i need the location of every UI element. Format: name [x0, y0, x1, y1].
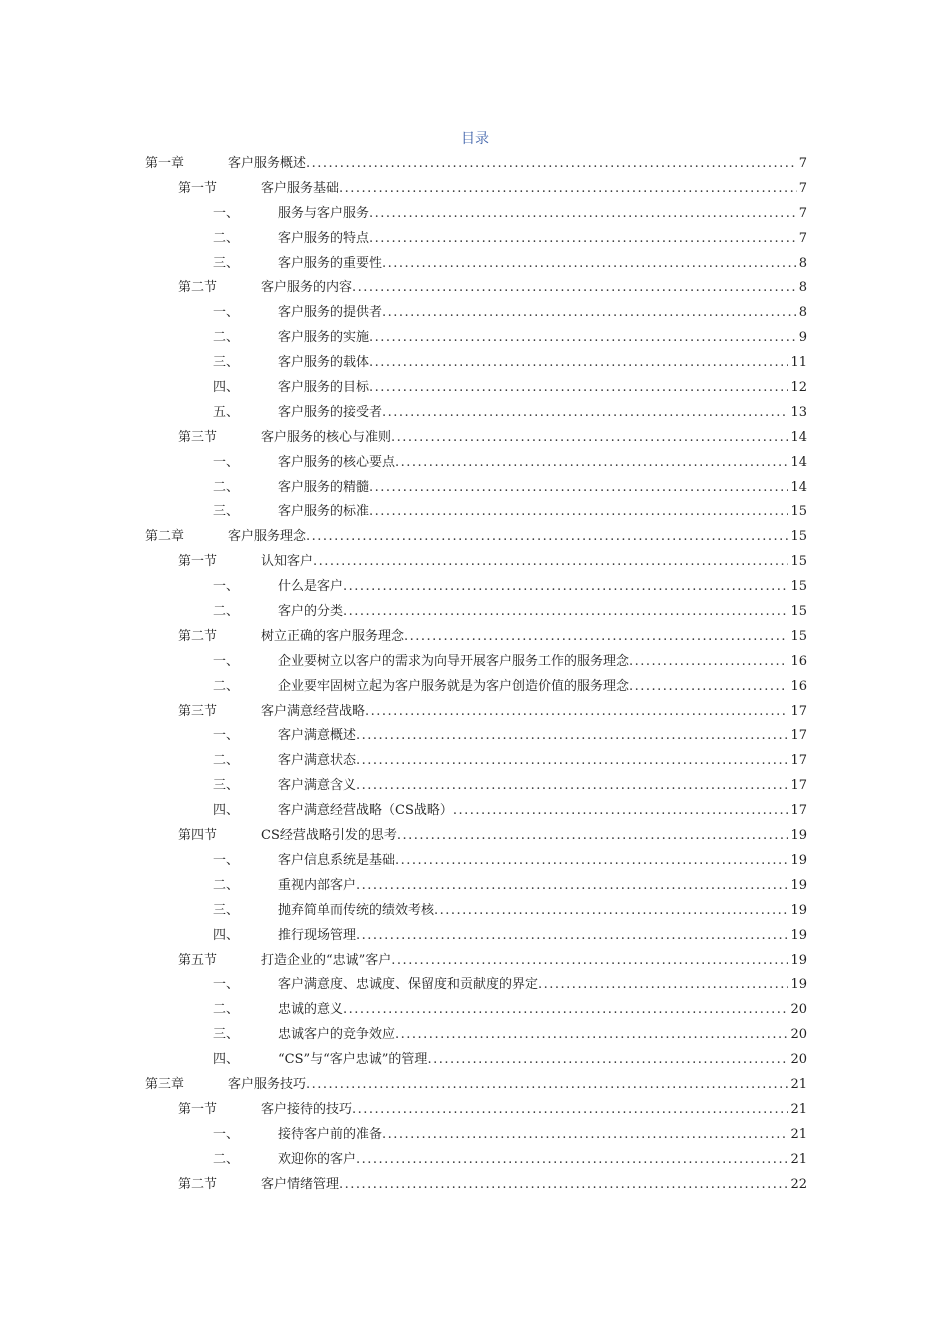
toc-entry-line [278, 774, 807, 799]
toc-entry-page-number: 8 [798, 280, 807, 296]
toc-entry[interactable] [145, 650, 807, 675]
toc-entry-title: 客户服务的目标 [278, 380, 370, 396]
toc-entry-line [261, 1098, 807, 1123]
toc-entry-line [228, 525, 807, 550]
toc-entry[interactable] [145, 476, 807, 501]
toc-entry[interactable] [145, 899, 807, 924]
toc-entry-title: 客户服务的核心与准则 [261, 429, 392, 445]
toc-entry[interactable] [145, 1098, 807, 1123]
toc-entry-title: 欢迎你的客户 [278, 1151, 357, 1167]
toc-entry-page-number: 21 [790, 1076, 807, 1092]
toc-entry-title: 客户服务概述 [228, 156, 307, 171]
toc-entry-page-number: 22 [790, 1176, 807, 1192]
toc-entry[interactable] [145, 301, 807, 326]
toc-entry-title: 什么是客户 [278, 579, 344, 595]
toc-entry-page-number: 9 [798, 330, 807, 346]
toc-entry-line [278, 650, 807, 675]
toc-entry-line [228, 1073, 807, 1098]
toc-entry-number: 五、 [213, 404, 240, 420]
toc-entry-page-number: 16 [790, 653, 807, 669]
toc-entry-number: 二、 [213, 1151, 240, 1167]
toc-entry-number: 一、 [213, 728, 240, 744]
table-of-contents [145, 152, 807, 1197]
toc-entry[interactable] [145, 1173, 807, 1198]
toc-entry-number: 三、 [213, 778, 240, 794]
toc-entry-page-number: 17 [790, 803, 807, 819]
dot-leader [343, 575, 788, 600]
toc-entry[interactable] [145, 1123, 807, 1148]
toc-entry-title: 客户服务的精髓 [278, 479, 370, 495]
toc-entry-line [261, 625, 807, 650]
toc-entry-page-number: 19 [790, 828, 807, 844]
dot-leader [395, 1023, 788, 1048]
toc-entry-number: 二、 [213, 678, 240, 694]
toc-entry-number: 二、 [213, 753, 240, 769]
toc-entry[interactable] [145, 625, 807, 650]
toc-entry-line [261, 550, 807, 575]
toc-entry[interactable] [145, 700, 807, 725]
toc-entry-line [278, 600, 807, 625]
toc-entry[interactable] [145, 152, 807, 177]
toc-entry-page-number: 17 [790, 703, 807, 719]
toc-entry-number: 二、 [213, 230, 240, 246]
toc-entry[interactable] [145, 575, 807, 600]
toc-entry-title: 客户服务的提供者 [278, 305, 383, 321]
toc-entry-title: 认知客户 [261, 554, 314, 570]
dot-leader [369, 202, 797, 227]
toc-title: 目录 [461, 131, 489, 147]
toc-entry-title: 客户服务的接受者 [278, 404, 383, 420]
toc-entry-number: 第二节 [178, 1176, 218, 1192]
toc-entry[interactable] [145, 326, 807, 351]
toc-entry-line [278, 1123, 807, 1148]
toc-entry-title: 客户满意经营战略 [261, 703, 366, 719]
toc-entry[interactable] [145, 177, 807, 202]
toc-entry[interactable] [145, 252, 807, 277]
dot-leader [306, 152, 797, 177]
toc-entry-number: 二、 [213, 877, 240, 893]
toc-entry-number: 一、 [213, 579, 240, 595]
toc-entry-page-number: 19 [790, 852, 807, 868]
dot-leader [343, 600, 788, 625]
toc-entry-line [278, 899, 807, 924]
toc-entry[interactable] [145, 724, 807, 749]
dot-leader [369, 500, 788, 525]
toc-entry[interactable] [145, 1048, 807, 1073]
toc-entry-page-number: 17 [790, 753, 807, 769]
toc-entry-title: 企业要牢固树立起为客户服务就是为客户创造价值的服务理念 [278, 678, 630, 694]
toc-entry-page-number: 21 [790, 1126, 807, 1142]
toc-entry-title: 忠诚的意义 [278, 1002, 344, 1018]
toc-entry-line [278, 1148, 807, 1173]
toc-entry[interactable] [145, 550, 807, 575]
toc-entry-number: 第一节 [178, 554, 218, 570]
toc-entry-page-number: 19 [790, 952, 807, 968]
toc-entry-page-number: 7 [798, 156, 807, 171]
toc-entry[interactable] [145, 351, 807, 376]
dot-leader [395, 451, 788, 476]
dot-leader [453, 799, 789, 824]
toc-entry[interactable] [145, 1148, 807, 1173]
toc-entry-line [278, 476, 807, 501]
toc-entry-line [278, 376, 807, 401]
toc-entry-title: 服务与客户服务 [278, 205, 370, 221]
toc-entry-line [261, 276, 807, 301]
dot-leader [382, 1123, 788, 1148]
toc-entry[interactable] [145, 202, 807, 227]
toc-entry-number: 一、 [213, 1126, 240, 1142]
toc-entry-line [261, 177, 807, 202]
toc-entry-page-number: 15 [790, 604, 807, 620]
toc-entry[interactable] [145, 426, 807, 451]
toc-entry-number: 第三节 [178, 429, 218, 445]
toc-entry-page-number: 20 [790, 1027, 807, 1043]
toc-entry-line [278, 326, 807, 351]
toc-entry-number: 三、 [213, 355, 240, 371]
dot-leader [356, 774, 788, 799]
toc-entry-line [278, 301, 807, 326]
toc-entry-line [261, 1173, 807, 1198]
dot-leader [391, 426, 788, 451]
dot-leader [313, 550, 788, 575]
toc-entry-number: 第一节 [178, 1101, 218, 1117]
toc-entry-page-number: 15 [790, 554, 807, 570]
toc-entry-title: CS经营战略引发的思考 [261, 828, 397, 844]
toc-entry-page-number: 20 [790, 1002, 807, 1018]
toc-entry-title: 接待客户前的准备 [278, 1126, 383, 1142]
toc-entry-title: 客户服务的重要性 [278, 255, 383, 271]
toc-entry-page-number: 19 [790, 902, 807, 918]
toc-entry-title: 客户服务的标准 [278, 504, 370, 520]
toc-entry-number: 一、 [213, 205, 240, 221]
toc-entry-line [278, 749, 807, 774]
toc-entry-number: 四、 [213, 1052, 240, 1068]
toc-entry[interactable] [145, 824, 807, 849]
toc-entry-page-number: 11 [790, 355, 807, 371]
toc-entry-page-number: 14 [790, 429, 807, 445]
toc-entry-line [278, 799, 807, 824]
dot-leader [427, 1048, 788, 1073]
toc-entry-line [261, 426, 807, 451]
toc-entry-number: 第四节 [178, 828, 218, 844]
toc-entry-line [261, 700, 807, 725]
toc-entry-line [278, 500, 807, 525]
dot-leader [395, 849, 788, 874]
dot-leader [352, 1098, 788, 1123]
dot-leader [356, 724, 788, 749]
dot-leader [369, 227, 797, 252]
toc-entry-number: 第一章 [145, 156, 185, 171]
toc-entry-number: 一、 [213, 852, 240, 868]
toc-entry-number: 二、 [213, 479, 240, 495]
toc-entry-page-number: 12 [790, 380, 807, 396]
toc-entry-title: 客户满意经营战略（CS战略） [278, 803, 453, 819]
toc-entry-number: 一、 [213, 454, 240, 470]
toc-entry-line [278, 874, 807, 899]
toc-entry-title: 客户接待的技巧 [261, 1101, 353, 1117]
toc-entry-number: 第三章 [145, 1076, 185, 1092]
toc-entry[interactable] [145, 949, 807, 974]
dot-leader [343, 998, 788, 1023]
toc-entry-number: 第二节 [178, 280, 218, 296]
toc-entry-page-number: 17 [790, 778, 807, 794]
toc-entry-title: 推行现场管理 [278, 927, 357, 943]
toc-entry-line [278, 675, 807, 700]
toc-entry-number: 四、 [213, 927, 240, 943]
dot-leader [356, 874, 788, 899]
toc-entry-line [278, 451, 807, 476]
dot-leader [369, 326, 797, 351]
toc-entry[interactable] [145, 849, 807, 874]
dot-leader [306, 525, 788, 550]
toc-entry-line [278, 351, 807, 376]
dot-leader [369, 476, 788, 501]
toc-entry-page-number: 21 [790, 1151, 807, 1167]
dot-leader [369, 376, 788, 401]
dot-leader [404, 625, 788, 650]
toc-entry-title: “CS”与“客户忠诚”的管理 [278, 1052, 428, 1068]
dot-leader [629, 650, 788, 675]
toc-entry-number: 三、 [213, 902, 240, 918]
toc-entry-page-number: 7 [798, 180, 807, 196]
toc-entry-page-number: 16 [790, 678, 807, 694]
toc-entry-page-number: 19 [790, 927, 807, 943]
dot-leader [382, 401, 788, 426]
toc-entry-number: 第二节 [178, 628, 218, 644]
dot-leader [434, 899, 788, 924]
toc-entry-title: 客户服务的实施 [278, 330, 370, 346]
toc-entry-number: 三、 [213, 1027, 240, 1043]
toc-entry-number: 三、 [213, 255, 240, 271]
toc-entry-number: 三、 [213, 504, 240, 520]
toc-entry-title: 客户满意状态 [278, 753, 357, 769]
toc-entry[interactable] [145, 451, 807, 476]
toc-entry-page-number: 14 [790, 454, 807, 470]
toc-entry[interactable] [145, 401, 807, 426]
toc-entry-line [278, 973, 807, 998]
toc-entry-line [278, 1023, 807, 1048]
toc-entry-title: 客户满意度、忠诚度、保留度和贡献度的界定 [278, 977, 539, 993]
toc-entry-title: 客户服务技巧 [228, 1076, 307, 1092]
toc-entry-number: 第三节 [178, 703, 218, 719]
toc-entry-line [261, 824, 807, 849]
dot-leader [352, 276, 797, 301]
toc-entry-page-number: 15 [790, 579, 807, 595]
toc-entry-page-number: 7 [798, 205, 807, 221]
toc-entry[interactable] [145, 1023, 807, 1048]
dot-leader [382, 301, 797, 326]
toc-entry-page-number: 8 [798, 255, 807, 271]
dot-leader [391, 949, 788, 974]
toc-entry-line [278, 252, 807, 277]
toc-entry-title: 客户满意含义 [278, 778, 357, 794]
toc-entry-line [278, 1048, 807, 1073]
toc-entry-number: 一、 [213, 653, 240, 669]
dot-leader [356, 924, 788, 949]
toc-entry-page-number: 19 [790, 977, 807, 993]
toc-entry[interactable] [145, 227, 807, 252]
toc-entry-number: 一、 [213, 977, 240, 993]
dot-leader [356, 1148, 788, 1173]
toc-entry-title: 重视内部客户 [278, 877, 357, 893]
toc-entry[interactable] [145, 924, 807, 949]
toc-entry-number: 第五节 [178, 952, 218, 968]
toc-entry[interactable] [145, 973, 807, 998]
toc-entry-number: 四、 [213, 380, 240, 396]
toc-entry-line [228, 152, 807, 177]
toc-entry-page-number: 20 [790, 1052, 807, 1068]
toc-entry-title: 客户的分类 [278, 604, 344, 620]
toc-entry-line [278, 227, 807, 252]
toc-entry[interactable] [145, 376, 807, 401]
toc-entry-title: 忠诚客户的竞争效应 [278, 1027, 396, 1043]
toc-entry-title: 树立正确的客户服务理念 [261, 628, 405, 644]
toc-entry[interactable] [145, 525, 807, 550]
dot-leader [369, 351, 788, 376]
toc-entry-title: 客户服务的内容 [261, 280, 353, 296]
toc-entry-page-number: 14 [790, 479, 807, 495]
toc-entry[interactable] [145, 799, 807, 824]
toc-entry-title: 客户服务的核心要点 [278, 454, 396, 470]
toc-entry-title: 抛弃简单而传统的绩效考核 [278, 902, 435, 918]
dot-leader [629, 675, 788, 700]
toc-entry-line [278, 401, 807, 426]
dot-leader [397, 824, 789, 849]
toc-entry-title: 客户服务的特点 [278, 230, 370, 246]
dot-leader [365, 700, 788, 725]
toc-entry-line [278, 849, 807, 874]
toc-entry-number: 二、 [213, 1002, 240, 1018]
toc-entry-page-number: 17 [790, 728, 807, 744]
toc-entry-title: 客户信息系统是基础 [278, 852, 396, 868]
toc-entry-title: 打造企业的“忠诚”客户 [261, 952, 392, 968]
toc-entry-title: 企业要树立以客户的需求为向导开展客户服务工作的服务理念 [278, 653, 630, 669]
toc-entry[interactable] [145, 774, 807, 799]
toc-entry-page-number: 15 [790, 628, 807, 644]
toc-entry-line [278, 724, 807, 749]
toc-entry[interactable] [145, 874, 807, 899]
toc-entry-line [278, 202, 807, 227]
toc-entry-title: 客户服务理念 [228, 529, 307, 545]
dot-leader [339, 1173, 788, 1198]
dot-leader [382, 252, 797, 277]
dot-leader [339, 177, 797, 202]
toc-entry-title: 客户服务基础 [261, 180, 340, 196]
toc-entry-title: 客户满意概述 [278, 728, 357, 744]
toc-entry-page-number: 15 [790, 504, 807, 520]
dot-leader [538, 973, 788, 998]
toc-entry-number: 第二章 [145, 529, 185, 545]
toc-entry-line [278, 575, 807, 600]
toc-entry[interactable] [145, 600, 807, 625]
toc-entry[interactable] [145, 1073, 807, 1098]
toc-entry[interactable] [145, 675, 807, 700]
toc-entry-page-number: 8 [798, 305, 807, 321]
toc-entry-title: 客户情绪管理 [261, 1176, 340, 1192]
toc-entry-number: 二、 [213, 604, 240, 620]
toc-entry-page-number: 13 [790, 404, 807, 420]
toc-entry[interactable] [145, 276, 807, 301]
toc-entry-number: 一、 [213, 305, 240, 321]
toc-entry-page-number: 7 [798, 230, 807, 246]
dot-leader [306, 1073, 788, 1098]
toc-entry-line [278, 998, 807, 1023]
toc-entry[interactable] [145, 500, 807, 525]
toc-entry-line [261, 949, 807, 974]
toc-entry[interactable] [145, 998, 807, 1023]
toc-entry-number: 二、 [213, 330, 240, 346]
toc-entry-number: 第一节 [178, 180, 218, 196]
toc-entry-page-number: 15 [790, 529, 807, 545]
toc-entry-page-number: 21 [790, 1101, 807, 1117]
toc-entry-title: 客户服务的载体 [278, 355, 370, 371]
toc-entry[interactable] [145, 749, 807, 774]
toc-entry-line [278, 924, 807, 949]
toc-entry-number: 四、 [213, 803, 240, 819]
toc-entry-page-number: 19 [790, 877, 807, 893]
dot-leader [356, 749, 788, 774]
